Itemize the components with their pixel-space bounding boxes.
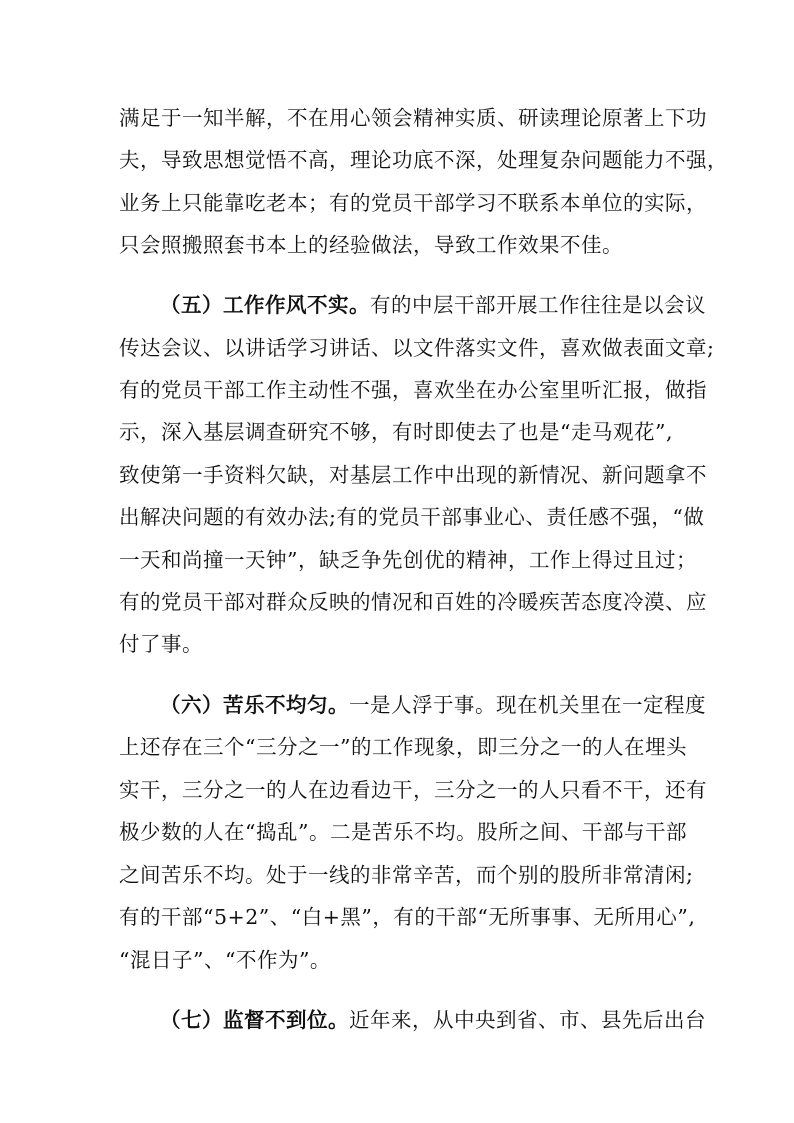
paragraph-line: 传达会议、以讲话学习讲话、以文件落实文件，喜欢做表面文章; <box>119 336 715 360</box>
section-6-lead: 一是人浮于事。现在机关里在一定程度 <box>349 693 706 717</box>
paragraph-line: 有的党员干部工作主动性不强，喜欢坐在办公室里听汇报，做指 <box>119 378 707 402</box>
paragraph-line: 付了事。 <box>119 632 203 656</box>
section-7-first-line <box>160 1006 740 1034</box>
paragraph-line: 上还存在三个“三分之一”的工作现象，即三分之一的人在埋头 <box>119 735 687 759</box>
paragraph-line: 致使第一手资料欠缺，对基层工作中出现的新情况、新问题拿不 <box>119 463 707 487</box>
section-7-lead: 近年来，从中央到省、市、县先后出台 <box>349 1008 706 1032</box>
paragraph-line: 实干，三分之一的人在边看边干，三分之一的人只看不干，还有 <box>119 778 707 802</box>
paragraph-line: 满足于一知半解，不在用心领会精神实质、研读理论原著上下功 <box>119 106 707 130</box>
paragraph-line: 业务上只能靠吃老本；有的党员干部学习不联系本单位的实际， <box>119 191 707 215</box>
paragraph-line: 出解决问题的有效办法;有的党员干部事业心、责任感不强，“做 <box>119 505 705 529</box>
paragraph-line: 之间苦乐不均。处于一线的非常辛苦，而个别的股所非常清闲; <box>119 863 694 887</box>
section-5-heading: （五）工作作风不实。 <box>160 293 370 317</box>
paragraph-line: 极少数的人在“捣乱”。二是苦乐不均。股所之间、干部与干部 <box>119 820 687 844</box>
section-6-heading: （六）苦乐不均匀。 <box>160 693 349 717</box>
section-5-lead: 有的中层干部开展工作往往是以会议 <box>370 293 706 317</box>
paragraph-line: 夫，导致思想觉悟不高，理论功底不深，处理复杂问题能力不强， <box>119 148 728 172</box>
paragraph-line: 有的干部“5+2”、“白+黑”，有的干部“无所事事、无所用心”, <box>119 905 696 929</box>
paragraph-line: 只会照搬照套书本上的经验做法，导致工作效果不佳。 <box>119 233 623 257</box>
section-7-heading: （七）监督不到位。 <box>160 1008 349 1032</box>
section-6-first-line <box>160 691 740 719</box>
section-5-first-line <box>160 291 740 319</box>
paragraph-line: 有的党员干部对群众反映的情况和百姓的冷暖疾苦态度冷漠、应 <box>119 590 707 614</box>
paragraph-line: 示，深入基层调查研究不够，有时即使去了也是“走马观花”, <box>119 420 673 444</box>
paragraph-line: 一天和尚撞一天钟”，缺乏争先创优的精神，工作上得过且过； <box>119 548 697 572</box>
paragraph-line: “混日子”、“不作为”。 <box>119 948 331 972</box>
